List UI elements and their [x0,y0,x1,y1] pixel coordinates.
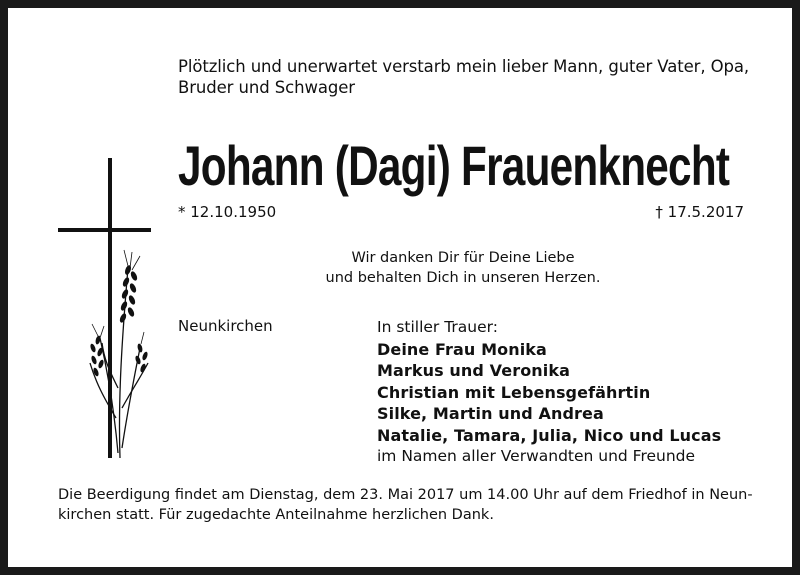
wheat-ear-icon [89,264,148,377]
deceased-name: Johann (Dagi) Frauenknecht [178,134,730,197]
mourner-line: Natalie, Tamara, Julia, Nico und Lucas [377,425,722,445]
thanks-line-1: Wir danken Dir für Deine Liebe [351,250,575,266]
death-date: † 17.5.2017 [655,203,744,221]
mourner-line: Silke, Martin und Andrea [377,404,604,423]
mourners-block [377,317,787,468]
place-name: Neunkirchen [178,317,273,335]
cross-icon [58,158,151,458]
wheat-awns [92,250,144,344]
mourner-line: Christian mit Lebensgefährtin [377,382,651,402]
intro-line-1: Plötzlich und unerwartet verstarb mein lieber Mann, guter Vater, Opa, [178,57,750,76]
cross-with-wheat-icon [56,158,166,468]
mourner-line: Deine Frau Monika [377,339,547,359]
funeral-line-2: kirchen statt. Für zugedachte Anteilnahme herzlichen Dank. [58,507,494,523]
intro-line-2: Bruder und Schwager [178,78,355,97]
mourning-intro: In stiller Trauer: [377,318,498,336]
birth-date: * 12.10.1950 [178,203,277,221]
funeral-line-1: Die Beerdigung findet am Dienstag, dem 23. Mai 2017 um 14.00 Uhr auf dem Friedhof in Neun- [58,487,753,503]
intro-text [178,56,768,98]
thanks-line-2: und behalten Dich in unseren Herzen. [325,270,601,286]
thanks-message [308,248,618,288]
mourner-line: Markus und Veronika [377,361,570,380]
funeral-info [58,485,758,525]
mourning-outro: im Namen aller Verwandten und Freunde [377,447,696,465]
